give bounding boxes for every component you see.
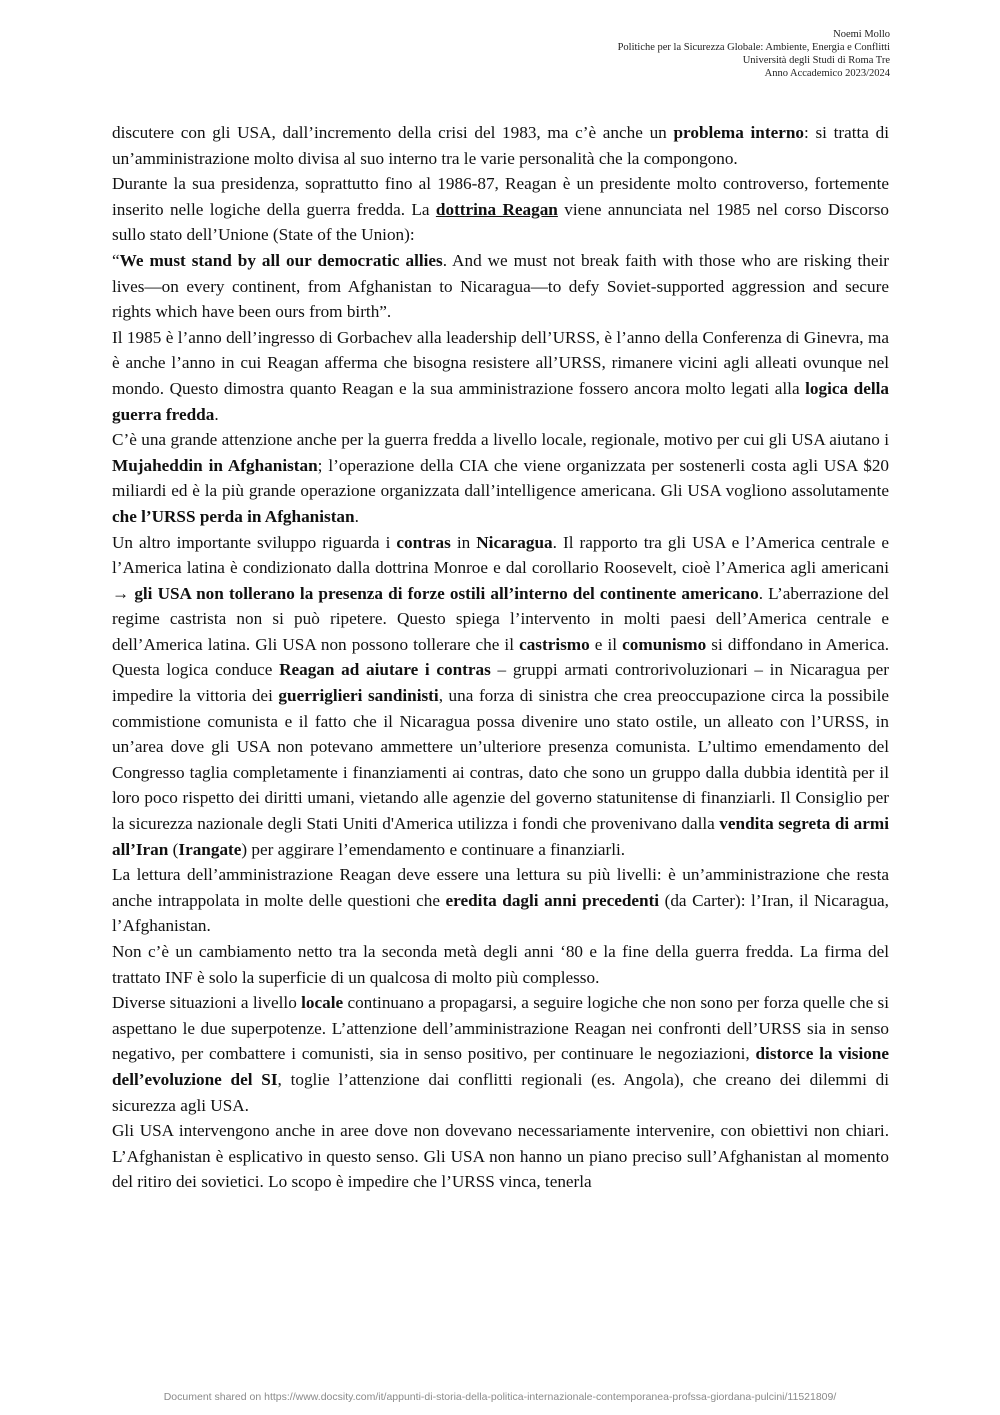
document-body (112, 120, 889, 1195)
header-author: Noemi Mollo (833, 29, 890, 40)
paragraph: Gli USA intervengono anche in aree dove non dovevano necessariamente intervenire, con obiettivi non chiari. L’Afghanistan è esplicativo in questo senso. Gli USA non hanno un piano preciso sull’Afghanistan al momento del ritiro dei sovietici. Lo scopo è impedire che l’URSS vinca, tenerla (112, 1121, 889, 1192)
paragraph: Il 1985 è l’anno dell’ingresso di Gorbachev alla leadership dell’URSS, è l’anno della Conferenza di Ginevra, ma è anche l’anno in cui Reagan afferma che bisogna resistere all’URSS, rimanere vicini agli alleati ovunque nel mondo. Questo dimostra quanto Reagan e la sua amministrazione fossero ancora molto legati alla logica della guerra fredda. (112, 327, 889, 424)
paragraph: Non c’è un cambiamento netto tra la seconda metà degli anni ‘80 e la fine della guerra fredda. La firma del trattato INF è solo la superficie di un qualcosa di molto più complesso. (112, 942, 889, 987)
paragraph: Un altro importante sviluppo riguarda i contras in Nicaragua. Il rapporto tra gli USA e l’America centrale e l’America latina è condizionato dalla dottrina Monroe e dal corollario Roosevelt, cioè l’America agli americani → gli USA non tollerano la presenza di forze ostili all’interno del continente americano. L’aberrazione del regime castrista non si può ripetere. Questo spiega l’intervento in molti paesi dell’America centrale e dell’America latina. Gli USA non possono tollerare che il castrismo e il comunismo si diffondano in America. Questa logica conduce Reagan ad aiutare i contras – gruppi armati controrivoluzionari – in Nicaragua per impedire la vittoria dei guerriglieri sandinisti, una forza di sinistra che crea preoccupazione circa la possibile commistione comunista e il fatto che il Nicaragua possa divenire uno stato ostile, un alleato con l’URSS, in un’area dove gli USA non potevano ammettere un’ulteriore presenza comunista. L’ultimo emendamento del Congresso taglia completamente i finanziamenti ai contras, dato che sono un gruppo dalla dubbia identità per il loro poco rispetto dei diritti umani, vietando alle agenzie del governo statunitense di finanziarli. Il Consiglio per la sicurezza nazionale degli Stati Uniti d'America utilizza i fondi che provenivano dalla vendita segreta di armi all’Iran (Irangate) per aggirare l’emendamento e continuare a finanziarli. (112, 532, 890, 859)
paragraph: Diverse situazioni a livello locale continuano a propagarsi, a seguire logiche che non sono per forza quelle che si aspettano le due superpotenze. L’attenzione dell’amministrazione Reagan nei confronti dell’URSS sia in senso negativo, per combattere i comunisti, sia in senso positivo, per continuare le negoziazioni, distorce la visione dell’evoluzione del SI, toglie l’attenzione dai conflitti regionali (es. Angola), che creano dei dilemmi di sicurezza agli USA. (112, 993, 889, 1115)
footer-share-notice: Document shared on https://www.docsity.com/it/appunti-di-storia-della-politica-internazionale-contemporanea-profssa-giordana-pulcini/11521809/ (163, 1391, 837, 1403)
paragraph: C’è una grande attenzione anche per la guerra fredda a livello locale, regionale, motivo per cui gli USA aiutano i Mujaheddin in Afghanistan; l’operazione della CIA che viene organizzata per sostenerli costa agli USA $20 miliardi ed è la più grande operazione organizzata dall’intelligence americana. Gli USA vogliono assolutamente che l’URSS perda in Afghanistan. (112, 430, 890, 526)
header-academic-year: Anno Accademico 2023/2024 (764, 68, 890, 79)
header-university: Università degli Studi di Roma Tre (742, 55, 890, 66)
paragraph: Durante la sua presidenza, soprattutto fino al 1986-87, Reagan è un presidente molto controverso, fortemente inserito nelle logiche della guerra fredda. La dottrina Reagan viene annunciata nel 1985 nel corso Discorso sullo stato dell’Unione (State of the Union): (112, 174, 889, 245)
paragraph: La lettura dell’amministrazione Reagan deve essere una lettura su più livelli: è un’amministrazione che resta anche intrappolata in molte delle questioni che eredita dagli anni precedenti (da Carter): l’Iran, il Nicaragua, l’Afghanistan. (112, 865, 889, 936)
quote-paragraph: “We must stand by all our democratic allies. And we must not break faith with those who are risking their lives—on every continent, from Afghanistan to Nicaragua—to defy Soviet-supported aggression and secure rights which have been ours from birth”. (112, 250, 889, 322)
header-course: Politiche per la Sicurezza Globale: Ambiente, Energia e Conflitti (617, 42, 890, 53)
page-header (618, 28, 890, 80)
paragraph: discutere con gli USA, dall’incremento della crisi del 1983, ma c’è anche un problema interno: si tratta di un’amministrazione molto divisa al suo interno tra le varie personalità che la compongono. (112, 123, 889, 168)
underlined-term: dottrina Reagan (435, 199, 558, 219)
